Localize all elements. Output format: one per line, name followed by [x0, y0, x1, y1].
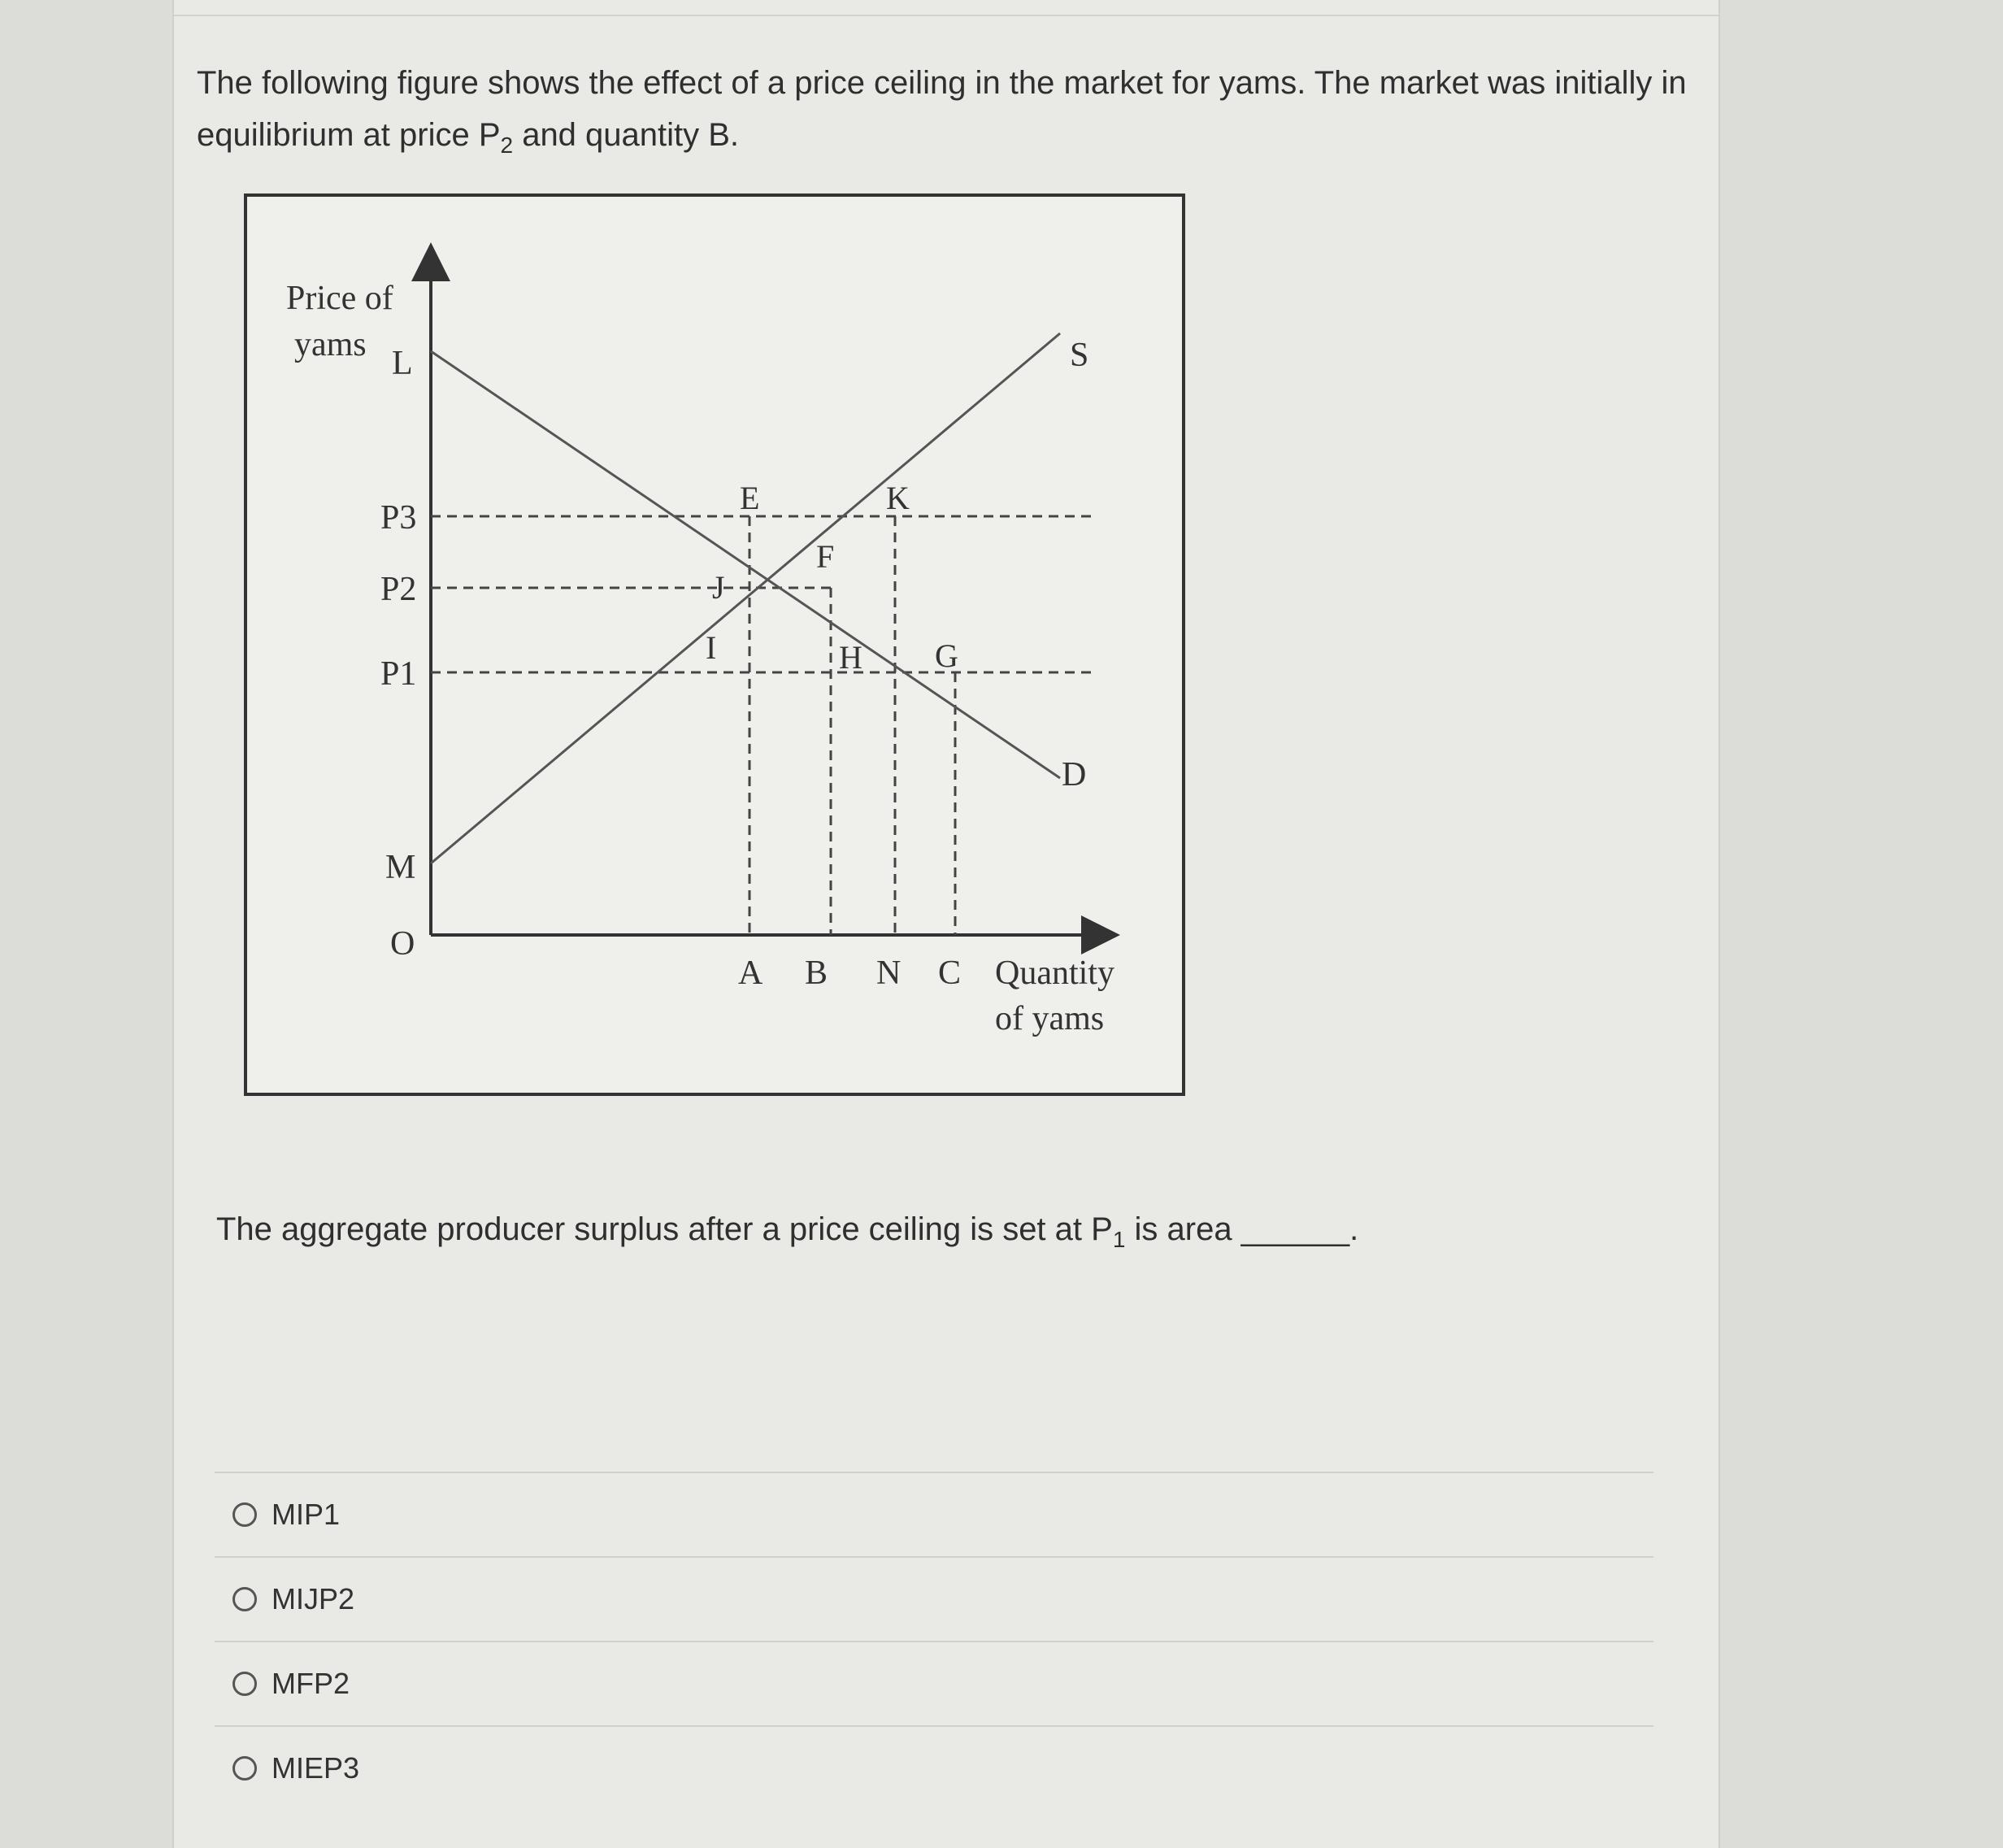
curve-label-s: S: [1070, 337, 1089, 374]
figure-svg: [247, 197, 1182, 1093]
quantity-label-c: C: [938, 954, 962, 992]
price-label-l: L: [392, 345, 413, 382]
point-label-j: J: [712, 569, 725, 606]
price-label-p1: P1: [380, 655, 417, 693]
radio-button[interactable]: [232, 1672, 257, 1696]
point-label-g: G: [935, 637, 958, 674]
prompt-text: The aggregate producer surplus after a price ceiling is set at P: [216, 1211, 1113, 1247]
option-label[interactable]: MIP1: [272, 1498, 341, 1531]
radio-button[interactable]: [232, 1502, 257, 1527]
option-label[interactable]: MFP2: [272, 1667, 350, 1700]
supply-curve: [431, 333, 1060, 863]
prompt-subscript: 1: [1112, 1227, 1126, 1252]
intro-text-end: and quantity B.: [513, 117, 740, 153]
point-label-f: F: [816, 538, 835, 575]
intro-subscript: 2: [500, 133, 514, 158]
radio-button[interactable]: [232, 1587, 257, 1611]
option-mip1[interactable]: [215, 1472, 1653, 1556]
option-miep3[interactable]: [215, 1725, 1653, 1810]
option-mfp2[interactable]: [215, 1641, 1653, 1725]
top-divider: [174, 0, 1718, 16]
intro-text: The following figure shows the effect of a price ceiling in the market for yams. The market was initially in equilibrium at price P: [197, 65, 1687, 153]
price-label-p3: P3: [380, 499, 417, 537]
quantity-label-a: A: [738, 954, 763, 992]
price-label-m: M: [385, 849, 416, 886]
origin-label: O: [390, 925, 415, 963]
supply-demand-figure: [244, 193, 1185, 1096]
quiz-page: [172, 0, 1720, 1848]
point-label-i: I: [706, 629, 717, 666]
answer-options: [215, 1472, 1653, 1810]
option-label[interactable]: MIEP3: [272, 1751, 360, 1785]
demand-curve: [431, 351, 1060, 778]
option-mijp2[interactable]: [215, 1556, 1653, 1641]
question-intro: [197, 57, 1692, 172]
option-label[interactable]: MIJP2: [272, 1582, 355, 1615]
quantity-label-n: N: [876, 954, 902, 992]
y-axis-label-line2: yams: [294, 326, 367, 363]
quantity-label-b: B: [805, 954, 828, 992]
radio-button[interactable]: [232, 1756, 257, 1781]
point-label-e: E: [740, 480, 760, 516]
curve-label-d: D: [1062, 756, 1087, 794]
x-axis-label-line2: of yams: [995, 1000, 1105, 1037]
question-prompt: [216, 1211, 1358, 1253]
point-label-h: H: [839, 639, 862, 676]
y-axis-label-line1: Price of: [286, 280, 393, 317]
point-label-k: K: [886, 480, 910, 516]
x-axis-label-line1: Quantity: [995, 954, 1114, 992]
prompt-text-end: is area ______.: [1125, 1211, 1359, 1247]
price-label-p2: P2: [380, 571, 417, 608]
